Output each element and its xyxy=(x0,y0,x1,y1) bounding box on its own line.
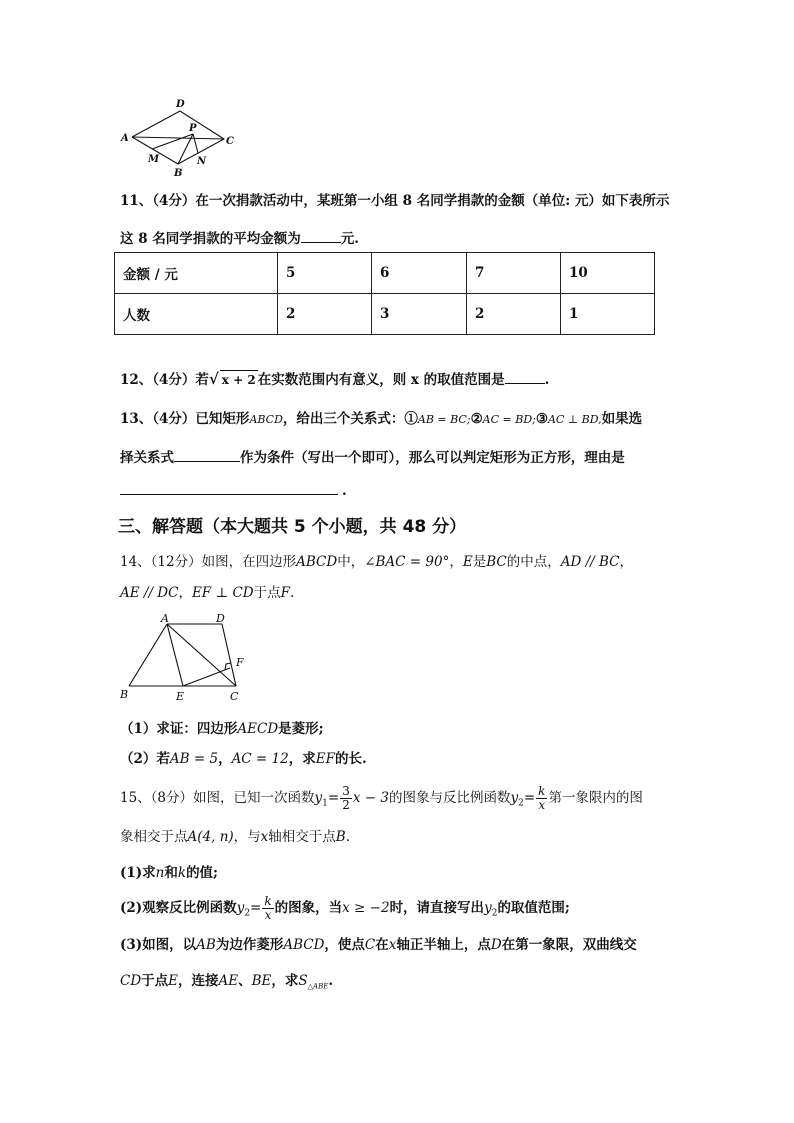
table-cell: 3 xyxy=(372,294,467,335)
table-cell: 5 xyxy=(278,253,372,294)
q13-text-e: 择关系式 xyxy=(120,450,174,466)
q15-p2-text-d: 的取值范围; xyxy=(497,900,570,916)
q15-p2-y2-sub: 2 xyxy=(244,908,251,919)
q13-text-d: 如果选 xyxy=(601,411,643,427)
q15-part3-line2 xyxy=(120,972,333,996)
q11-answer-blank xyxy=(301,230,341,243)
q15-y2-sub: 2 xyxy=(518,798,524,809)
q15-p2-y2-b: y xyxy=(484,900,492,916)
q13-line2 xyxy=(120,449,625,467)
q15-p4-cd: CD xyxy=(120,973,142,989)
q15-point-b: B xyxy=(335,829,346,845)
q14-ae-parallel-dc: AE // DC xyxy=(120,585,179,601)
q13-circled-3: ③ xyxy=(535,411,548,427)
q15-linear-tail: x − 3 xyxy=(352,790,389,806)
q14-bc: BC xyxy=(486,554,507,570)
q13-relation-1: AB = BC; xyxy=(417,413,471,426)
q14-sep2: ， xyxy=(619,554,633,570)
q14-p2-text-a: （2）若 xyxy=(120,751,170,767)
fig2-label-d: D xyxy=(216,612,225,625)
q15-text-f: 轴相交于点 xyxy=(268,829,336,845)
q15-p1-text-c: 的值; xyxy=(186,865,219,881)
fig2-label-c: C xyxy=(230,690,239,703)
fig2-label-f: F xyxy=(236,656,244,669)
q15-p2-k-over-x xyxy=(262,895,273,922)
fig1-label-p: P xyxy=(189,123,197,134)
q15-fraction xyxy=(340,785,352,812)
q15-part1 xyxy=(120,864,218,882)
q14-p2-ac: AC = 12 xyxy=(231,751,289,767)
q15-p3-text-b: 为边作菱形 xyxy=(215,937,284,953)
q15-p3-c: C xyxy=(364,937,376,953)
q15-p2-text-b: 的图象，当 xyxy=(274,900,343,916)
q15-text-e: ，与 xyxy=(233,829,261,845)
q15-p1-n: n xyxy=(155,865,165,881)
q13-line1 xyxy=(120,410,642,429)
q13-period: . xyxy=(342,483,347,499)
q15-part2 xyxy=(120,894,570,928)
q14-e: E xyxy=(462,554,473,570)
fig1-label-a: A xyxy=(121,133,129,144)
q15-eq2: = xyxy=(523,790,536,806)
q15-p3-text-d: 在 xyxy=(375,937,389,953)
fig1-label-n: N xyxy=(197,156,207,167)
q14-part2 xyxy=(120,750,367,768)
q12-text-b: 在实数范围内有意义，则 x 的取值范围是 xyxy=(257,372,505,388)
fig1-label-m: M xyxy=(148,154,160,165)
q13-answer-blank-2 xyxy=(120,482,338,495)
q15-p4-s-sub: △ABE xyxy=(307,982,329,991)
q15-p3-ab: AB xyxy=(196,937,216,953)
q14-p1-text-b: 是菱形; xyxy=(278,721,324,737)
q14-sep3: ， xyxy=(178,585,192,601)
q15-p1-k: k xyxy=(177,865,187,881)
q15-frac-num: 3 xyxy=(342,784,350,798)
q14-text-g: 于点 xyxy=(253,585,281,601)
q15-p4-e: E xyxy=(168,973,179,989)
q14-sep: ， xyxy=(449,554,463,570)
q15-part3 xyxy=(120,936,637,954)
table-cell: 6 xyxy=(372,253,467,294)
q13-text-b: ，给出三个关系式：① xyxy=(282,411,418,427)
table-cell: 1 xyxy=(561,294,655,335)
q15-k: k xyxy=(538,784,546,798)
q15-p2-k: k xyxy=(264,894,272,908)
q14-line1 xyxy=(120,553,633,571)
table-cell: 人数 xyxy=(115,294,278,335)
q15-p3-text-a: (3)如图，以 xyxy=(120,937,197,953)
q15-p4-text-a: 于点 xyxy=(141,973,169,989)
q15-p2-x: x xyxy=(264,908,272,922)
q15-text-d: 象相交于点 xyxy=(120,829,188,845)
q15-p1-text-b: 和 xyxy=(164,865,178,881)
q13-text-a: 13、（4分）已知矩形 xyxy=(120,411,250,427)
q15-y1: y xyxy=(314,790,323,806)
q15-p2-y2: y xyxy=(236,900,245,916)
q15-p4-sep: 、 xyxy=(238,973,252,989)
q12-text-a: 12、（4分）若 xyxy=(120,372,209,388)
q15-p3-text-c: ，使点 xyxy=(324,937,365,953)
q15-text-a: 15、（8分）如图，已知一次函数 xyxy=(120,790,315,806)
rhombus-figure xyxy=(118,96,242,182)
q15-p3-abcd: ABCD xyxy=(283,937,325,953)
q14-period: . xyxy=(289,585,295,601)
q15-p4-period: . xyxy=(328,973,334,989)
donation-table xyxy=(114,252,655,335)
q15-p4-be: BE xyxy=(251,973,272,989)
q14-part1 xyxy=(120,720,324,738)
q14-text-d: 是 xyxy=(472,554,487,570)
q14-text-b: 中， xyxy=(337,554,365,570)
q13-relation-2: AC = BD; xyxy=(482,413,536,426)
q14-ef-perp-cd: EF ⊥ CD xyxy=(191,585,254,601)
q15-frac-den: 2 xyxy=(342,798,350,812)
q15-p2-y2-sub-b: 2 xyxy=(491,908,498,919)
q13-line3 xyxy=(120,482,347,500)
q12-period: . xyxy=(544,372,550,388)
q15-p4-s: S xyxy=(298,973,308,989)
q14-angle: ∠BAC = 90° xyxy=(364,554,450,570)
table-cell: 2 xyxy=(467,294,561,335)
q14-p1-text-a: （1）求证：四边形 xyxy=(120,721,238,737)
q13-answer-blank-1 xyxy=(174,449,240,462)
table-cell: 金额 / 元 xyxy=(115,253,278,294)
q15-p3-x: x xyxy=(388,937,397,953)
q15-p4-text-c: ，求 xyxy=(271,973,299,989)
q15-period: . xyxy=(345,829,350,845)
q14-quad: ABCD xyxy=(296,554,338,570)
q13-rect: ABCD xyxy=(249,413,283,426)
q14-p2-ef: EF xyxy=(315,751,335,767)
table-row xyxy=(115,253,655,294)
q11-text: 这 8 名同学捐款的平均金额为 xyxy=(120,231,301,247)
q15-p2-eq: = xyxy=(250,900,262,916)
q15-k-over-x xyxy=(536,785,547,812)
q15-p4-text-b: ，连接 xyxy=(178,973,219,989)
q15-p3-d: D xyxy=(490,937,502,953)
q15-x-axis: x xyxy=(260,829,269,845)
fig2-label-a: A xyxy=(161,612,169,625)
table-cell: 2 xyxy=(278,294,372,335)
q14-p2-sep: ， xyxy=(218,751,232,767)
fig1-label-d: D xyxy=(176,99,185,110)
table-cell: 10 xyxy=(561,253,655,294)
q15-p3-text-e: 轴正半轴上，点 xyxy=(396,937,491,953)
q15-text-c: 第一象限内的图 xyxy=(548,790,643,806)
fig1-label-c: C xyxy=(226,136,234,147)
q13-circled-2: ② xyxy=(470,411,483,427)
q15-eq: = xyxy=(327,790,340,806)
q15-x: x xyxy=(538,798,546,812)
q12-answer-blank xyxy=(505,371,545,384)
table-cell: 7 xyxy=(467,253,561,294)
q14-ad-parallel-bc: AD // BC xyxy=(560,554,620,570)
fig2-label-e: E xyxy=(176,690,185,703)
q11-line2 xyxy=(120,230,359,248)
q11-unit: 元. xyxy=(340,231,359,247)
q12-radicand: x + 2 xyxy=(220,370,258,389)
q15-line2 xyxy=(120,828,350,846)
section-heading: 三、解答题（本大题共 5 个小题，共 48 分） xyxy=(118,517,467,537)
q11-line1: 11、（4分）在一次捐款活动中，某班第一小组 8 名同学捐款的金额（单位: 元）如下表所示 xyxy=(120,193,670,209)
fig1-label-b: B xyxy=(174,168,183,179)
q15-p2-text-a: (2)观察反比例函数 xyxy=(120,900,237,916)
q14-line2 xyxy=(120,584,294,602)
q15-p1-text-a: (1)求 xyxy=(120,865,156,881)
q13-relation-3: AC ⊥ BD, xyxy=(547,413,602,426)
q15-p2-text-c: 时，请直接写出 xyxy=(389,900,485,916)
q12: 12、（4分）若√ x + 2 在实数范围内有意义，则 x 的取值范围是 . xyxy=(120,370,550,388)
q15-text-b: 的图象与反比例函数 xyxy=(388,790,511,806)
q15-y1-sub: 1 xyxy=(322,798,328,809)
q15-point-a: A(4, n) xyxy=(187,829,234,845)
q15-p3-text-f: 在第一象限，双曲线交 xyxy=(501,937,637,953)
q15-y2: y xyxy=(510,790,519,806)
q14-text-e: 的中点， xyxy=(506,554,561,570)
q14-f: F xyxy=(280,585,290,601)
q13-text-f: 作为条件（写出一个即可），那么可以判定矩形为正方形，理由是 xyxy=(240,450,625,466)
q15-p4-ae: AE xyxy=(218,973,239,989)
table-row xyxy=(115,294,655,335)
q15-line1 xyxy=(120,784,643,818)
q14-p2-text-c: 的长. xyxy=(334,751,367,767)
q14-p2-ab: AB = 5 xyxy=(169,751,219,767)
q14-p1-aecd: AECD xyxy=(237,721,279,737)
q15-p2-condition: x ≥ −2 xyxy=(342,900,390,916)
q14-text-a: 14、（12分）如图，在四边形 xyxy=(120,554,297,570)
fig2-label-b: B xyxy=(120,688,129,701)
quadrilateral-figure xyxy=(116,612,256,704)
q14-p2-text-b: ，求 xyxy=(288,751,316,767)
